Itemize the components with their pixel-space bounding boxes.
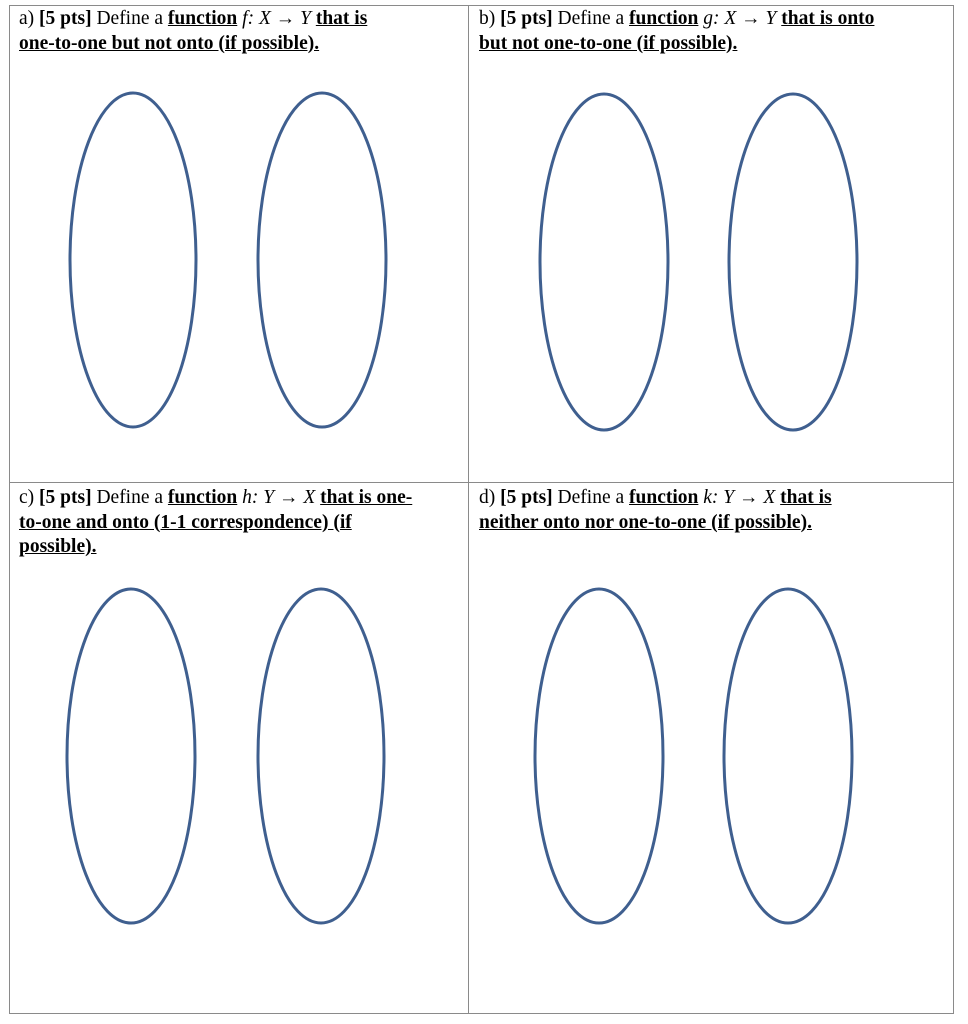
question-a-tail: that is (315, 8, 368, 29)
question-a-math: f: X → Y (237, 8, 316, 29)
question-c-line3: possible). (19, 536, 97, 557)
question-d-line2: neither onto nor one-to-one (if possible). (479, 511, 812, 533)
question-c-line2: to-one and onto (1-1 correspondence) (if (19, 511, 352, 533)
question-c-function-word: function (167, 487, 238, 508)
question-b-math: g: X → Y (698, 8, 782, 29)
question-a-points: [5 pts] (39, 8, 92, 29)
question-b-define: Define a (552, 8, 630, 29)
question-c-points: [5 pts] (39, 487, 92, 508)
question-d-function-word: function (629, 487, 699, 508)
question-a-define: Define a (91, 8, 168, 29)
question-c-domain-oval[interactable] (67, 589, 195, 923)
question-d-tail: that is (780, 487, 832, 508)
question-b-function-word: function (629, 8, 699, 29)
question-d-points: [5 pts] (500, 487, 553, 508)
question-b-tail: that is onto (781, 8, 875, 29)
question-d-codomain-oval[interactable] (724, 589, 852, 923)
question-b-codomain-oval[interactable] (729, 94, 857, 430)
question-c-codomain-oval[interactable] (258, 589, 384, 923)
question-d-define: Define a (552, 487, 630, 508)
question-b-label: b) (479, 8, 501, 29)
question-b-domain-oval[interactable] (540, 94, 668, 430)
question-b-line2: but not one-to-one (if possible). (479, 32, 738, 54)
question-a-domain-oval[interactable] (70, 93, 196, 427)
question-b-points: [5 pts] (500, 8, 553, 29)
question-c-define: Define a (91, 487, 168, 508)
question-d-math: k: Y → X (698, 487, 781, 508)
question-d-domain-oval[interactable] (535, 589, 663, 923)
question-d-label: d) (479, 487, 501, 508)
question-a-function-word: function (167, 8, 238, 29)
question-c-tail: that is one- (320, 487, 413, 508)
question-c-math: h: Y → X (237, 487, 321, 508)
question-a-line2: one-to-one but not onto (if possible). (19, 32, 320, 54)
question-c-label: c) (19, 487, 40, 508)
question-a-label: a) (19, 8, 40, 29)
question-a-codomain-oval[interactable] (258, 93, 386, 427)
